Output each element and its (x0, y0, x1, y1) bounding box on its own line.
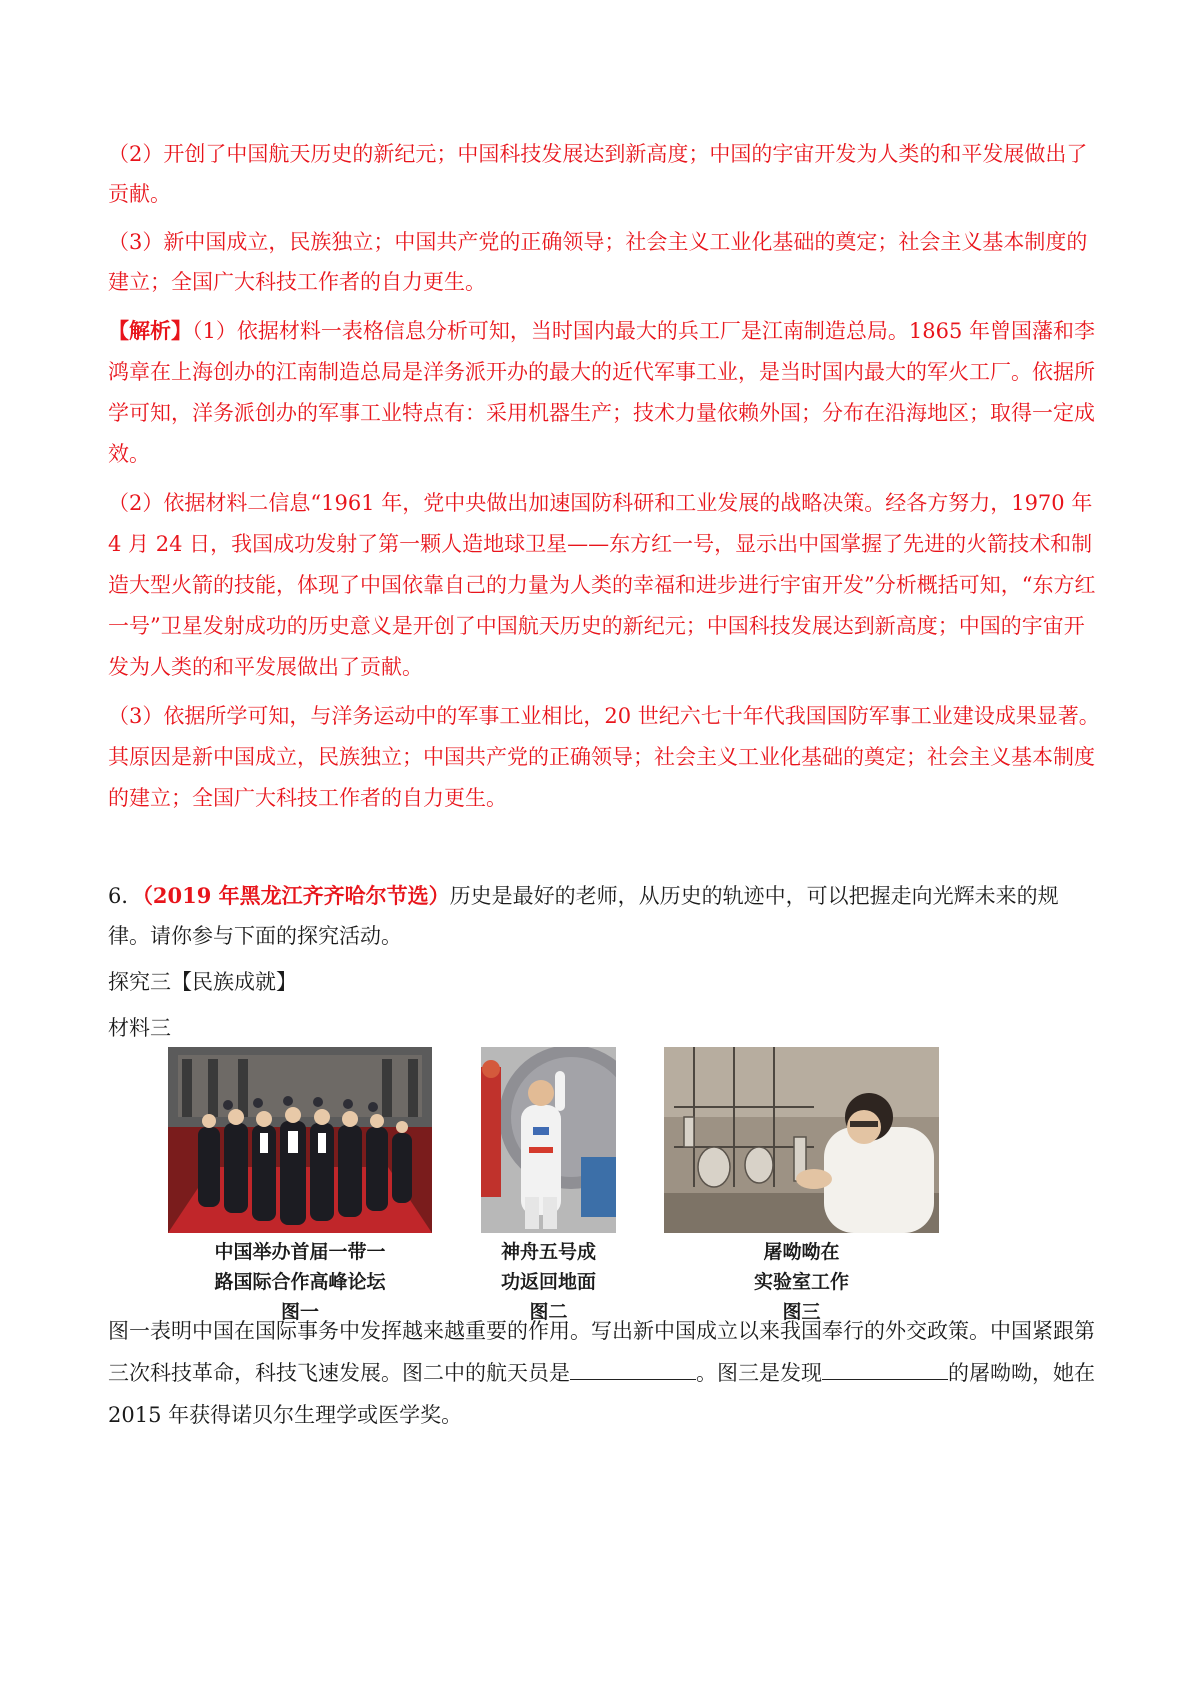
figure-3-label: 图三 (782, 1301, 821, 1323)
material-label: 材料三 (108, 1016, 171, 1040)
analysis-label: 【解析】 (108, 318, 192, 343)
figure-3-caption-line1: 屠呦呦在 (763, 1241, 840, 1263)
question-prompt (108, 1310, 1100, 1436)
analysis-p1: （1）依据材料一表格信息分析可知，当时国内最大的兵工厂是江南制造总局。1865 年曾国藩和李鸿章在上海创办的江南制造总局是洋务派开办的最大的近代军事工业，是当时国内最大的军火工厂。依据所学可知，洋务派创办的军事工业特点有：采用机器生产；技术力量依赖外国；分布在沿海地区；取得一定成效。 (108, 319, 1095, 466)
astronaut-photo (481, 1047, 616, 1233)
blank-discovery[interactable] (822, 1357, 948, 1380)
figure-1 (168, 1047, 432, 1237)
answer-section (108, 134, 1100, 302)
figure-1-caption-line2: 路国际合作高峰论坛 (214, 1271, 386, 1293)
question-intro: 历史是最好的老师，从历史的轨迹中，可以把握走向光辉未来的规律。请你参与下面的探究活动。 (108, 884, 1059, 948)
figure-2 (481, 1047, 616, 1237)
figure-2-caption-line2: 功返回地面 (500, 1271, 596, 1293)
question-6 (108, 876, 1100, 1048)
answer-2: （2）开创了中国航天历史的新纪元；中国科技发展达到新高度；中国的宇宙开发为人类的和平发展做出了贡献。 (108, 142, 1088, 206)
answer-3: （3）新中国成立，民族独立；中国共产党的正确领导；社会主义工业化基础的奠定；社会主义基本制度的建立；全国广大科技工作者的自力更生。 (108, 230, 1088, 294)
figure-2-label: 图二 (529, 1301, 568, 1323)
prompt-part-a: 图一表明中国在国际事务中发挥越来越重要的作用。写出新中国成立以来我国奉行的外交政策。中国紧跟第三次科技革命，科技飞速发展。图二中的航天员是 (108, 1319, 1095, 1385)
analysis-section (108, 310, 1100, 819)
question-source: （2019 年黑龙江齐齐哈尔节选） (142, 883, 450, 908)
section-title: 探究三【民族成就】 (108, 970, 297, 994)
figure-2-caption-line1: 神舟五号成 (500, 1241, 596, 1263)
figure-3 (664, 1047, 939, 1237)
laboratory-photo (664, 1047, 939, 1233)
figure-1-caption-line1: 中国举办首届一带一 (214, 1241, 386, 1263)
blank-astronaut[interactable] (570, 1357, 696, 1380)
figure-1-label: 图一 (280, 1301, 319, 1323)
analysis-p2: （2）依据材料二信息“1961 年，党中央做出加速国防科研和工业发展的战略决策。经各方努力，1970 年 4 月 24 日，我国成功发射了第一颗人造地球卫星——东方红一号，显示出中国掌握了先进的火箭技术和制造大型火箭的技能，体现了中国依靠自己的力量为人类的幸福和进步进行宇宙开发”分析概括可知，“东方红一号”卫星发射成功的历史意义是开创了中国航天历史的新纪元；中国科技发展达到新高度；中国的宇宙开发为人类的和平发展做出了贡献。 (108, 491, 1096, 679)
question-number: 6． (108, 884, 143, 908)
prompt-part-c: 的屠呦呦，她在 2015 年获得诺贝尔生理学或医学奖。 (108, 1361, 1095, 1427)
prompt-part-b: 。图三是发现 (696, 1361, 822, 1385)
analysis-p3: （3）依据所学可知，与洋务运动中的军事工业相比，20 世纪六七十年代我国国防军事工业建设成果显著。其原因是新中国成立，民族独立；中国共产党的正确领导；社会主义工业化基础的奠定；社会主义基本制度的建立；全国广大科技工作者的自力更生。 (108, 704, 1100, 810)
summit-photo (168, 1047, 432, 1233)
figure-3-caption-line2: 实验室工作 (753, 1271, 849, 1293)
